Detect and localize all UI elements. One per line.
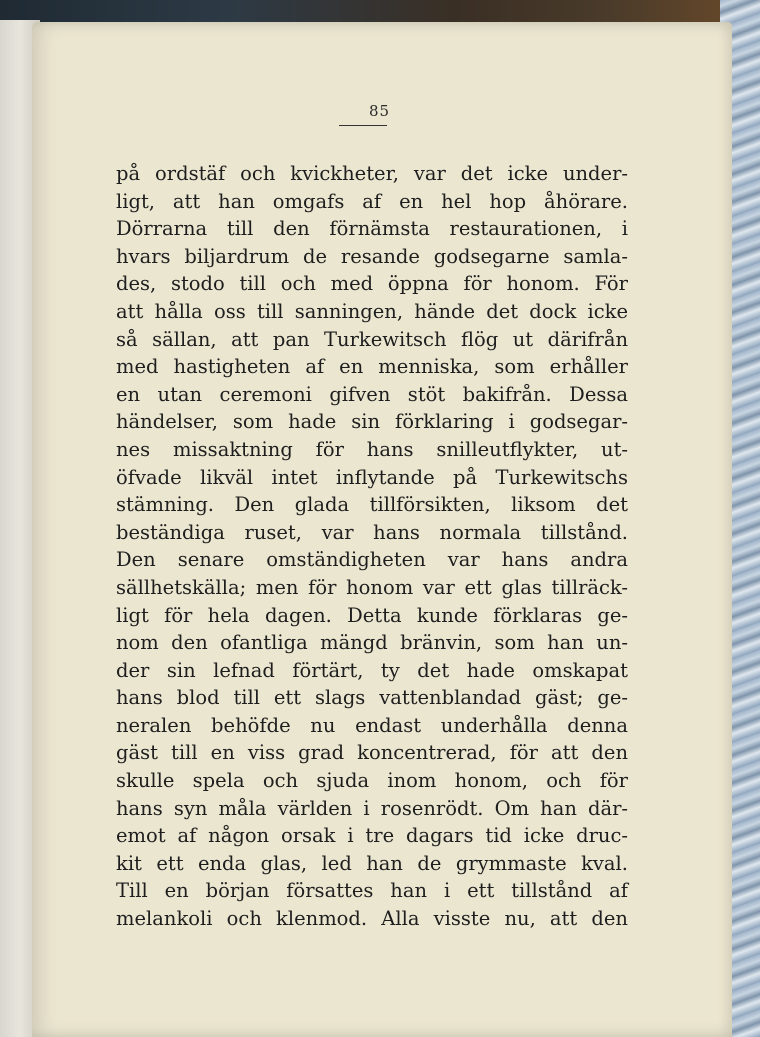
text-line: kit ett enda glas, led han de grymmaste kval. — [116, 851, 628, 875]
text-line: att hålla oss till sanningen, hände det dock icke — [116, 299, 628, 323]
text-line: beständiga ruset, var hans normala tillstånd. — [116, 520, 628, 544]
text-line: en utan ceremoni gifven stöt bakifrån. Dessa — [116, 382, 628, 406]
text-line: stämning. Den glada tillförsikten, liksom det — [116, 493, 628, 517]
text-line: ligt för hela dagen. Detta kunde förklaras ge- — [116, 603, 628, 627]
text-line: händelser, som hade sin förklaring i godsegar- — [116, 410, 628, 434]
text-line: öfvade likväl intet inflytande på Turkewitschs — [116, 465, 628, 489]
text-line: hans blod till ett slags vattenblandad gäst; ge- — [116, 686, 628, 710]
page-number: 85 — [368, 102, 391, 120]
text-line: skulle spela och sjuda inom honom, och för — [116, 769, 628, 793]
text-line: nom den ofantliga mängd bränvin, som han un- — [116, 631, 628, 655]
text-line: med hastigheten af en menniska, som erhåller — [116, 355, 628, 379]
text-line: ligt, att han omgafs af en hel hop åhörare. — [116, 189, 628, 213]
text-line: Dörrarna till den förnämsta restaurationen, i — [116, 217, 628, 241]
text-line: melankoli och klenmod. Alla visste nu, att den — [116, 907, 628, 931]
text-line: sällhetskälla; men för honom var ett glas tillräck- — [116, 575, 628, 599]
text-line: der sin lefnad förtärt, ty det hade omskapat — [116, 658, 628, 682]
text-line: hvars biljardrum de resande godsegarne samla- — [116, 244, 628, 268]
text-line: gäst till en viss grad koncentrerad, för att den — [116, 741, 628, 765]
book-page — [32, 22, 732, 1037]
text-line: nes missaktning för hans snilleutflykter, ut- — [116, 437, 628, 461]
text-line: så sällan, att pan Turkewitsch flög ut därifrån — [116, 327, 628, 351]
text-line: Den senare omständigheten var hans andra — [116, 548, 628, 572]
text-line: emot af någon orsak i tre dagars tid icke druc- — [116, 824, 628, 848]
body-text — [116, 160, 628, 933]
text-line: des, stodo till och med öppna för honom. För — [116, 272, 628, 296]
text-line: neralen behöfde nu endast underhålla denna — [116, 713, 628, 737]
text-line: Till en början försattes han i ett tillstånd af — [116, 879, 628, 903]
text-line: på ordstäf och kvickheter, var det icke under- — [116, 162, 628, 185]
page-number-rule — [339, 125, 387, 126]
text-line: hans syn måla världen i rosenrödt. Om han där- — [116, 796, 628, 820]
